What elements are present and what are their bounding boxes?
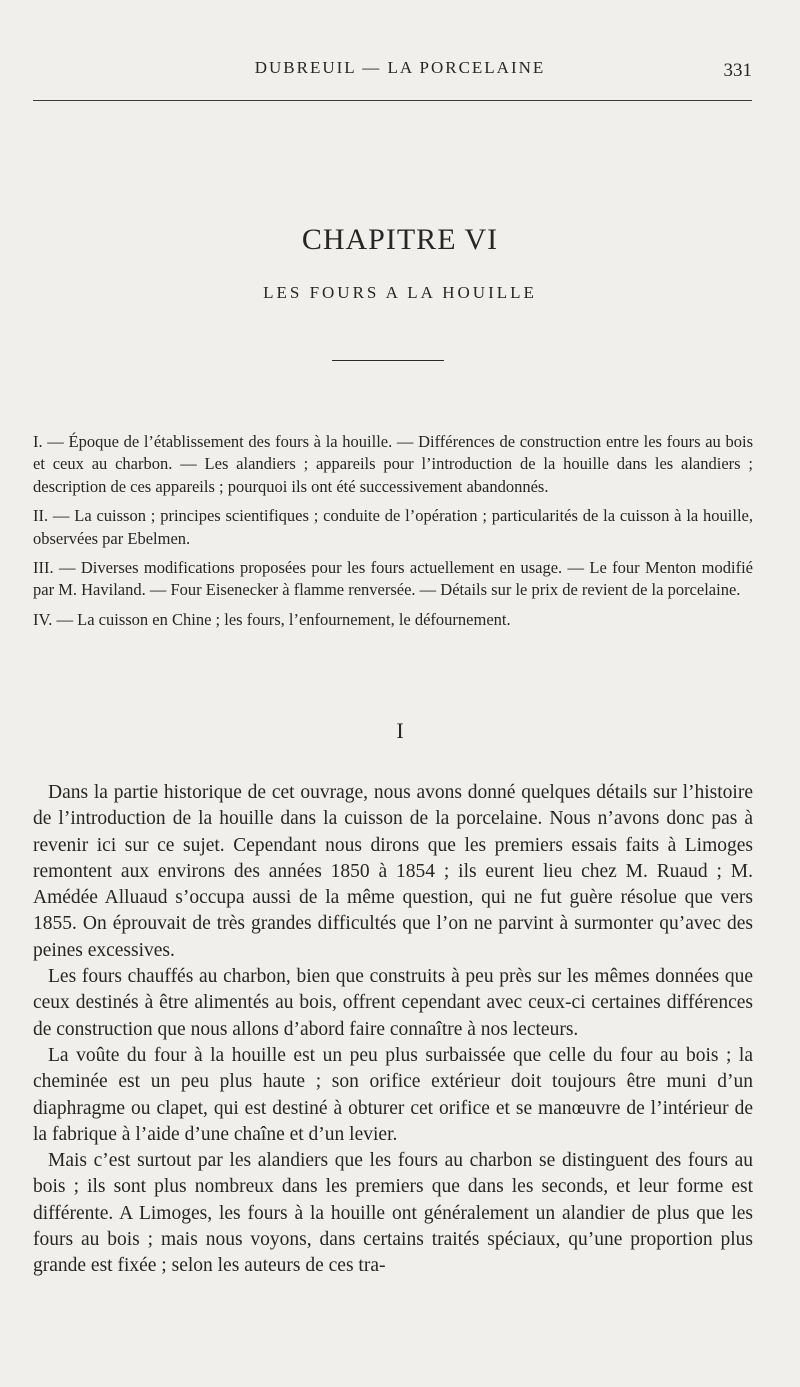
summary-item-2: II. — La cuisson ; principes scientifiques ; conduite de l’opération ; particularités de la cuisson à la houille, observées par Ebelmen.: [33, 506, 753, 548]
summary-item-4: IV. — La cuisson en Chine ; les fours, l’enfournement, le défournement.: [33, 609, 511, 629]
running-title: DUBREUIL — LA PORCELAINE: [254, 58, 546, 77]
page-number: 331: [723, 60, 752, 81]
running-head: [0, 50, 800, 90]
chapter-summary: [33, 431, 753, 638]
section-number: I: [396, 718, 404, 743]
summary-item-3: III. — Diverses modifications proposées pour les fours actuellement en usage. — Le four Menton modifié par M. Haviland. — Four Eisenecker à flamme renversée. — Détails sur le prix de revient de la porcelaine.: [33, 558, 753, 600]
header-rule: [33, 100, 752, 101]
paragraph-3: La voûte du four à la houille est un peu plus surbaissée que celle du four au bois ; la cheminée est un peu plus haute ; son orifice extérieur doit toujours être muni d’un diaphragme ou clapet, qui est destiné à obturer cet orifice et se manœuvre de l’intérieur de la fabrique à l’aide d’une chaîne et d’un levier.: [33, 1044, 753, 1145]
paragraph-4: Mais c’est surtout par les alandiers que les fours au charbon se distinguent des fours au bois ; ils sont plus nombreux dans les premiers que dans les seconds, et leur forme est différente. A Limoges, les fours à la houille ont généralement un alandier de plus que les fours au bois ; mais nous voyons, dans certains traités spéciaux, qu’une proportion plus grande est fixée ; selon les auteurs de ces tra-: [33, 1150, 753, 1277]
paragraph-2: Les fours chauffés au charbon, bien que construits à peu près sur les mêmes données que ceux destinés à être alimentés au bois, offrent cependant avec ceux-ci certaines différences de construction que nous allons d’abord faire connaître à nos lecteurs.: [33, 966, 753, 1040]
paragraph-1: Dans la partie historique de cet ouvrage, nous avons donné quelques détails sur l’histoire de l’introduction de la houille dans la cuisson de la porcelaine. Nous n’avons donc pas à revenir ici sur ce sujet. Cependant nous dirons que les premiers essais faits à Limoges remontent aux environs des années 1850 à 1854 ; ils eurent lieu chez M. Ruaud ; M. Amédée Alluaud s’occupa aussi de la même question, qui ne fut guère résolue que vers 1855. On éprouvait de très grandes difficultés que l’on ne parvint à surmonter qu’avec des peines excessives.: [33, 782, 753, 961]
summary-item-1: I. — Époque de l’établissement des fours à la houille. — Différences de construction entre les fours au bois et ceux au charbon. — Les alandiers ; appareils pour l’introduction de la houille dans les alandiers ; description de ces appareils ; pourquoi ils ont été successivement abandonnés.: [33, 432, 753, 496]
body-text: [33, 780, 753, 1280]
chapter-subtitle: LES FOURS A LA HOUILLE: [263, 283, 537, 302]
chapter-divider: [332, 360, 444, 361]
chapter-title: CHAPITRE VI: [301, 223, 499, 256]
